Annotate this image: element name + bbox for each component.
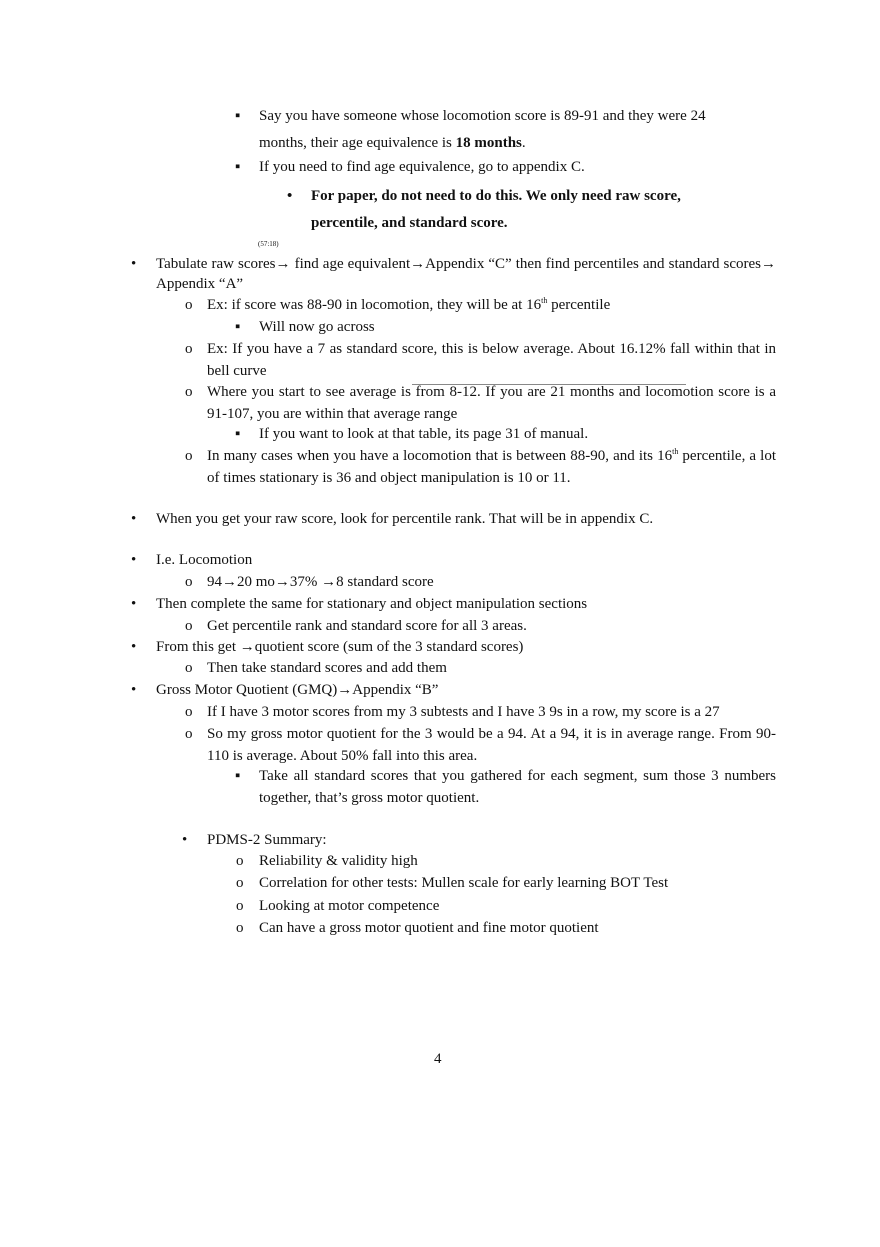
- circle-bullet: o: [185, 574, 193, 590]
- circle-bullet: o: [185, 660, 193, 676]
- circle-bullet: o: [185, 704, 193, 720]
- list-item: o Then take standard scores and add them: [207, 658, 776, 680]
- list-item: • For paper, do not need to do this. We only need raw score, percentile, and standard score.: [311, 183, 731, 237]
- list-item: • Tabulate raw scores→ find age equivalent→Appendix “C” then find percentiles and standard scores→ Appendix “A”: [131, 256, 776, 292]
- list-item: ▪ Say you have someone whose locomotion score is 89-91 and they were 24 months, their age equivalence is 18 months.: [259, 103, 739, 157]
- list-item: o 94→20 mo→37% →8 standard score: [207, 572, 776, 594]
- bullet: •: [182, 832, 188, 848]
- list-item: • Gross Motor Quotient (GMQ)→Appendix “B”: [156, 680, 776, 702]
- bullet: •: [131, 256, 137, 272]
- bullet: •: [131, 511, 137, 527]
- circle-bullet: o: [185, 448, 193, 464]
- circle-bullet: o: [185, 341, 193, 357]
- list-item: • Then complete the same for stationary and object manipulation sections: [156, 594, 776, 616]
- square-bullet: ▪: [235, 159, 241, 175]
- bullet: •: [131, 639, 137, 655]
- circle-bullet: o: [185, 618, 193, 634]
- bullet: •: [131, 596, 137, 612]
- list-item: • From this get →quotient score (sum of the 3 standard scores): [156, 637, 776, 659]
- circle-bullet: o: [236, 875, 244, 891]
- list-item: ▪ Will now go across: [259, 317, 776, 339]
- circle-bullet: o: [236, 898, 244, 914]
- circle-bullet: o: [185, 297, 193, 313]
- circle-bullet: o: [185, 726, 193, 742]
- list-item: • PDMS-2 Summary:: [207, 830, 776, 852]
- circle-bullet: o: [185, 384, 193, 400]
- list-item: ▪ If you want to look at that table, its page 31 of manual.: [259, 424, 776, 446]
- list-item: o Where you start to see average is from 8-12. If you are 21 months and locomotion score is a 91-107, you are within that average range: [185, 384, 776, 422]
- page-number: 4: [434, 1051, 442, 1067]
- list-item: o Can have a gross motor quotient and fine motor quotient: [259, 918, 776, 940]
- list-item: o Get percentile rank and standard score for all 3 areas.: [207, 616, 776, 638]
- bullet: •: [131, 552, 137, 568]
- list-item: o Ex: If you have a 7 as standard score, this is below average. About 16.12% fall within that in bell curve: [185, 341, 776, 379]
- bullet: •: [131, 682, 137, 698]
- list-item: o Reliability & validity high: [259, 851, 776, 873]
- square-bullet: ▪: [235, 108, 241, 124]
- timestamp: (57:18): [258, 240, 279, 248]
- list-item: o In many cases when you have a locomotion that is between 88-90, and its 16th percentile, a lot of times stationary is 36 and object manipulation is 10 or 11.: [185, 447, 776, 486]
- list-item: o So my gross motor quotient for the 3 would be a 94. At a 94, it is in average range. From 90-110 is average. About 50% fall into this area.: [185, 726, 776, 764]
- list-item: o Ex: if score was 88-90 in locomotion, they will be at 16th percentile: [207, 295, 776, 317]
- list-item: o Looking at motor competence: [259, 896, 776, 918]
- circle-bullet: o: [236, 853, 244, 869]
- circle-bullet: o: [236, 920, 244, 936]
- list-item: o Correlation for other tests: Mullen scale for early learning BOT Test: [259, 873, 776, 895]
- square-bullet: ▪: [235, 426, 241, 442]
- list-item: • When you get your raw score, look for percentile rank. That will be in appendix C.: [156, 509, 776, 531]
- square-bullet: ▪: [235, 768, 241, 784]
- list-item: • I.e. Locomotion: [156, 550, 776, 572]
- bullet: •: [287, 188, 293, 204]
- list-item: ▪ Take all standard scores that you gathered for each segment, sum those 3 numbers together, that’s gross motor quotient.: [235, 768, 776, 806]
- list-item: o If I have 3 motor scores from my 3 subtests and I have 3 9s in a row, my score is a 27: [207, 702, 776, 724]
- square-bullet: ▪: [235, 319, 241, 335]
- list-item: ▪ If you need to find age equivalence, go to appendix C.: [259, 157, 776, 179]
